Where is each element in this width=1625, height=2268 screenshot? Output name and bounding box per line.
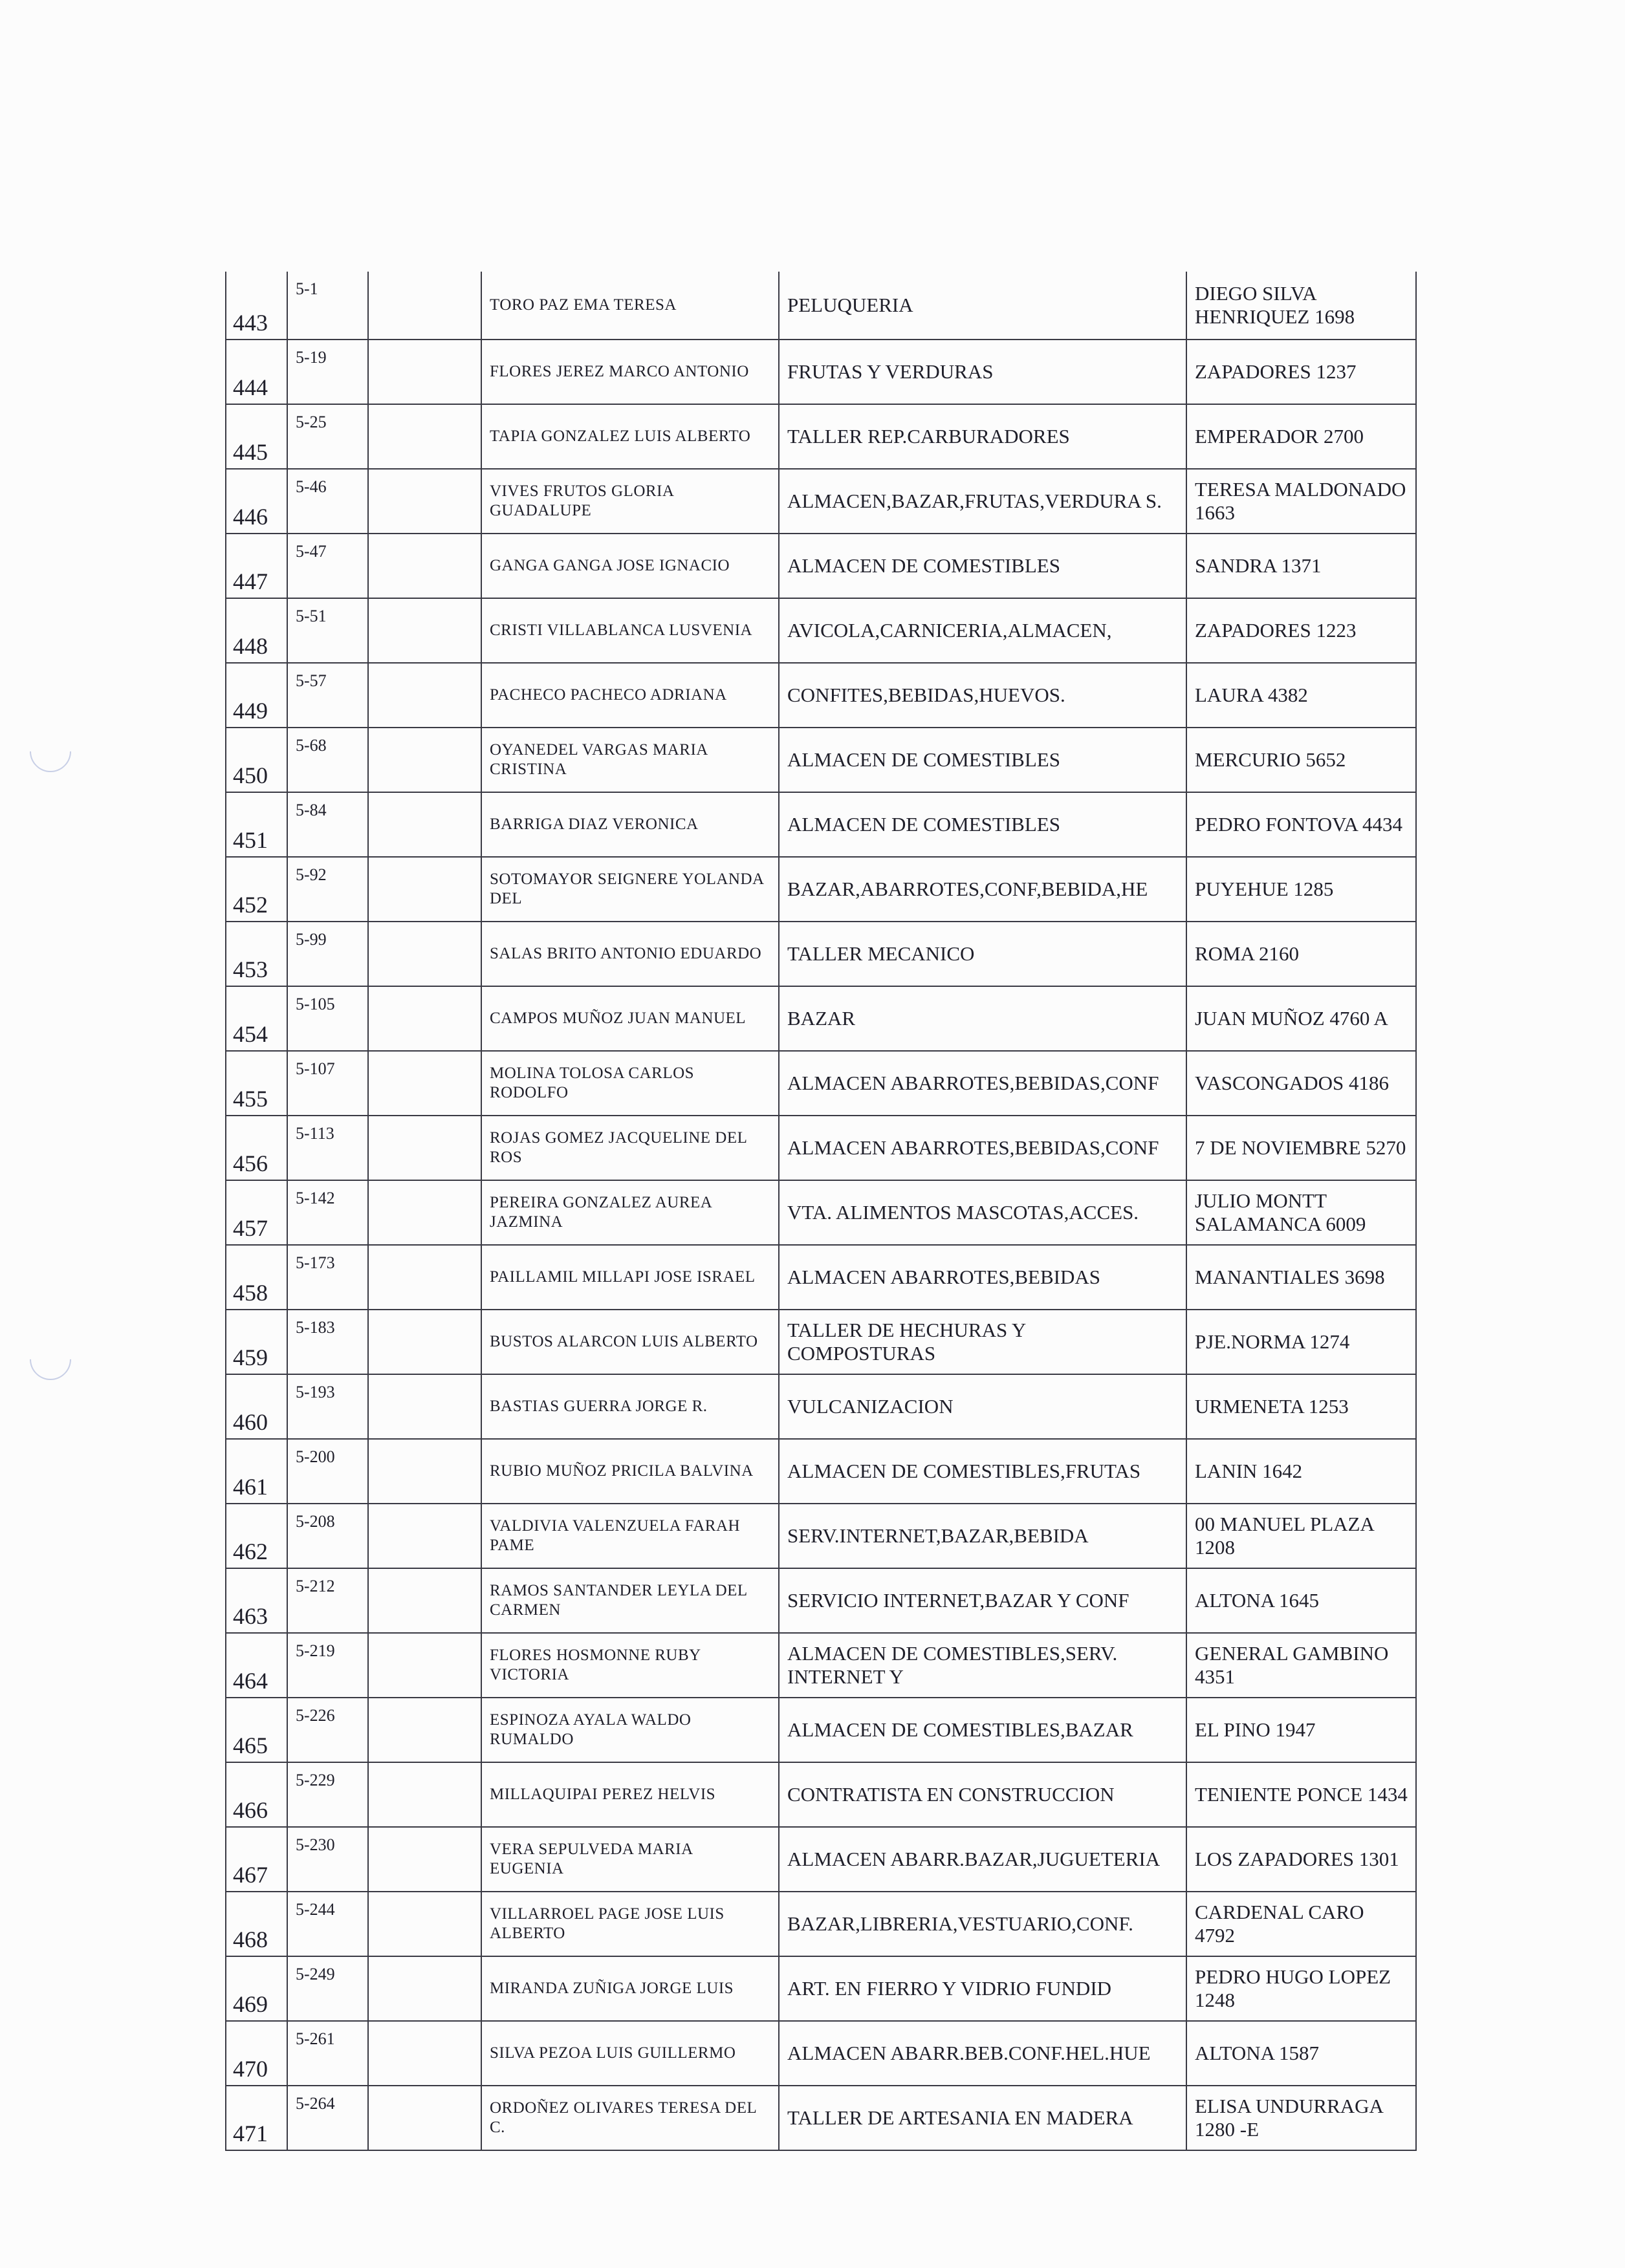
row-blank-cell (368, 1051, 481, 1116)
row-code: 5-107 (287, 1051, 368, 1116)
table-row (226, 986, 1416, 1051)
row-code: 5-226 (287, 1698, 368, 1762)
row-code: 5-1 (287, 272, 368, 340)
row-code: 5-249 (287, 1956, 368, 2021)
row-name: PAILLAMIL MILLAPI JOSE ISRAEL (481, 1245, 779, 1310)
table-row (226, 792, 1416, 857)
row-code: 5-229 (287, 1762, 368, 1827)
row-number: 455 (226, 1051, 287, 1116)
row-name: MILLAQUIPAI PEREZ HELVIS (481, 1762, 779, 1827)
row-name: TORO PAZ EMA TERESA (481, 272, 779, 340)
row-activity: VTA. ALIMENTOS MASCOTAS,ACCES. (779, 1180, 1186, 1245)
row-number: 463 (226, 1568, 287, 1633)
punch-hole-mark (21, 1330, 80, 1389)
row-name: PEREIRA GONZALEZ AUREA JAZMINA (481, 1180, 779, 1245)
row-name: FLORES HOSMONNE RUBY VICTORIA (481, 1633, 779, 1698)
row-blank-cell (368, 469, 481, 534)
row-code: 5-208 (287, 1504, 368, 1568)
table-row (226, 1762, 1416, 1827)
row-code: 5-219 (287, 1633, 368, 1698)
row-address: VASCONGADOS 4186 (1186, 1051, 1416, 1116)
row-activity: BAZAR,LIBRERIA,VESTUARIO,CONF. (779, 1892, 1186, 1956)
table-row (226, 1892, 1416, 1956)
row-number: 451 (226, 792, 287, 857)
row-code: 5-261 (287, 2021, 368, 2086)
row-number: 452 (226, 857, 287, 922)
row-activity: CONFITES,BEBIDAS,HUEVOS. (779, 663, 1186, 728)
row-address: PJE.NORMA 1274 (1186, 1310, 1416, 1374)
row-activity: TALLER MECANICO (779, 922, 1186, 986)
row-code: 5-47 (287, 534, 368, 598)
row-number: 459 (226, 1310, 287, 1374)
row-activity: TALLER REP.CARBURADORES (779, 404, 1186, 469)
row-name: VERA SEPULVEDA MARIA EUGENIA (481, 1827, 779, 1892)
table-row (226, 1956, 1416, 2021)
row-number: 465 (226, 1698, 287, 1762)
row-activity: ALMACEN DE COMESTIBLES (779, 728, 1186, 792)
row-activity: ALMACEN ABARR.BAZAR,JUGUETERIA (779, 1827, 1186, 1892)
row-address: JULIO MONTT SALAMANCA 6009 (1186, 1180, 1416, 1245)
row-activity: CONTRATISTA EN CONSTRUCCION (779, 1762, 1186, 1827)
row-code: 5-212 (287, 1568, 368, 1633)
table-row (226, 663, 1416, 728)
row-code: 5-244 (287, 1892, 368, 1956)
row-address: GENERAL GAMBINO 4351 (1186, 1633, 1416, 1698)
row-address: MERCURIO 5652 (1186, 728, 1416, 792)
row-code: 5-57 (287, 663, 368, 728)
table-row (226, 2021, 1416, 2086)
row-code: 5-99 (287, 922, 368, 986)
table-row (226, 534, 1416, 598)
row-number: 460 (226, 1374, 287, 1439)
punch-hole-mark (21, 722, 80, 781)
row-name: BARRIGA DIAZ VERONICA (481, 792, 779, 857)
row-activity: ALMACEN,BAZAR,FRUTAS,VERDURA S. (779, 469, 1186, 534)
row-activity: TALLER DE HECHURAS Y COMPOSTURAS (779, 1310, 1186, 1374)
row-number: 457 (226, 1180, 287, 1245)
table-row (226, 340, 1416, 404)
table-row (226, 404, 1416, 469)
row-name: VILLARROEL PAGE JOSE LUIS ALBERTO (481, 1892, 779, 1956)
row-address: TERESA MALDONADO 1663 (1186, 469, 1416, 534)
row-number: 467 (226, 1827, 287, 1892)
row-address: CARDENAL CARO 4792 (1186, 1892, 1416, 1956)
row-name: SALAS BRITO ANTONIO EDUARDO (481, 922, 779, 986)
row-name: VALDIVIA VALENZUELA FARAH PAME (481, 1504, 779, 1568)
row-blank-cell (368, 922, 481, 986)
row-blank-cell (368, 792, 481, 857)
table-row (226, 1633, 1416, 1698)
table-row (226, 272, 1416, 340)
row-name: OYANEDEL VARGAS MARIA CRISTINA (481, 728, 779, 792)
row-activity: BAZAR,ABARROTES,CONF,BEBIDA,HE (779, 857, 1186, 922)
row-address: LAURA 4382 (1186, 663, 1416, 728)
row-address: ZAPADORES 1223 (1186, 598, 1416, 663)
row-name: PACHECO PACHECO ADRIANA (481, 663, 779, 728)
row-name: CAMPOS MUÑOZ JUAN MANUEL (481, 986, 779, 1051)
row-address: ELISA UNDURRAGA 1280 -E (1186, 2086, 1416, 2150)
row-address: JUAN MUÑOZ 4760 A (1186, 986, 1416, 1051)
row-blank-cell (368, 1439, 481, 1504)
row-address: PUYEHUE 1285 (1186, 857, 1416, 922)
row-activity: ALMACEN ABARROTES,BEBIDAS (779, 1245, 1186, 1310)
table-row (226, 1245, 1416, 1310)
row-activity: AVICOLA,CARNICERIA,ALMACEN, (779, 598, 1186, 663)
row-blank-cell (368, 1762, 481, 1827)
row-activity: FRUTAS Y VERDURAS (779, 340, 1186, 404)
row-name: SILVA PEZOA LUIS GUILLERMO (481, 2021, 779, 2086)
row-name: ROJAS GOMEZ JACQUELINE DEL ROS (481, 1116, 779, 1180)
row-activity: ALMACEN DE COMESTIBLES,FRUTAS (779, 1439, 1186, 1504)
row-address: TENIENTE PONCE 1434 (1186, 1762, 1416, 1827)
row-activity: ALMACEN ABARROTES,BEBIDAS,CONF (779, 1051, 1186, 1116)
row-address: SANDRA 1371 (1186, 534, 1416, 598)
table-row (226, 1051, 1416, 1116)
row-activity: PELUQUERIA (779, 272, 1186, 340)
row-code: 5-68 (287, 728, 368, 792)
row-blank-cell (368, 1568, 481, 1633)
table-row (226, 469, 1416, 534)
row-number: 450 (226, 728, 287, 792)
row-code: 5-84 (287, 792, 368, 857)
row-number: 448 (226, 598, 287, 663)
row-number: 458 (226, 1245, 287, 1310)
row-number: 471 (226, 2086, 287, 2150)
row-activity: VULCANIZACION (779, 1374, 1186, 1439)
row-address: ALTONA 1587 (1186, 2021, 1416, 2086)
table-row (226, 1116, 1416, 1180)
row-number: 469 (226, 1956, 287, 2021)
table-row (226, 728, 1416, 792)
row-code: 5-25 (287, 404, 368, 469)
row-number: 468 (226, 1892, 287, 1956)
row-address: 00 MANUEL PLAZA 1208 (1186, 1504, 1416, 1568)
table-row (226, 1374, 1416, 1439)
row-address: MANANTIALES 3698 (1186, 1245, 1416, 1310)
row-number: 456 (226, 1116, 287, 1180)
row-address: ZAPADORES 1237 (1186, 340, 1416, 404)
table-row (226, 1698, 1416, 1762)
table-row (226, 1568, 1416, 1633)
row-address: 7 DE NOVIEMBRE 5270 (1186, 1116, 1416, 1180)
row-address: LANIN 1642 (1186, 1439, 1416, 1504)
row-blank-cell (368, 1116, 481, 1180)
row-name: BASTIAS GUERRA JORGE R. (481, 1374, 779, 1439)
row-code: 5-200 (287, 1439, 368, 1504)
row-activity: ALMACEN DE COMESTIBLES,BAZAR (779, 1698, 1186, 1762)
table-row (226, 922, 1416, 986)
row-name: BUSTOS ALARCON LUIS ALBERTO (481, 1310, 779, 1374)
row-activity: ALMACEN ABARR.BEB.CONF.HEL.HUE (779, 2021, 1186, 2086)
row-blank-cell (368, 857, 481, 922)
row-code: 5-51 (287, 598, 368, 663)
row-number: 466 (226, 1762, 287, 1827)
row-blank-cell (368, 272, 481, 340)
row-activity: SERVICIO INTERNET,BAZAR Y CONF (779, 1568, 1186, 1633)
row-number: 447 (226, 534, 287, 598)
row-code: 5-173 (287, 1245, 368, 1310)
table-row (226, 1439, 1416, 1504)
row-name: SOTOMAYOR SEIGNERE YOLANDA DEL (481, 857, 779, 922)
row-number: 462 (226, 1504, 287, 1568)
row-code: 5-92 (287, 857, 368, 922)
row-number: 461 (226, 1439, 287, 1504)
row-number: 446 (226, 469, 287, 534)
row-address: EMPERADOR 2700 (1186, 404, 1416, 469)
row-blank-cell (368, 2021, 481, 2086)
table-row (226, 1310, 1416, 1374)
row-blank-cell (368, 1827, 481, 1892)
row-blank-cell (368, 598, 481, 663)
table-row (226, 1180, 1416, 1245)
row-name: FLORES JEREZ MARCO ANTONIO (481, 340, 779, 404)
row-name: TAPIA GONZALEZ LUIS ALBERTO (481, 404, 779, 469)
row-activity: SERV.INTERNET,BAZAR,BEBIDA (779, 1504, 1186, 1568)
row-name: CRISTI VILLABLANCA LUSVENIA (481, 598, 779, 663)
row-activity: ALMACEN DE COMESTIBLES,SERV. INTERNET Y (779, 1633, 1186, 1698)
row-blank-cell (368, 1956, 481, 2021)
row-blank-cell (368, 1698, 481, 1762)
row-name: MIRANDA ZUÑIGA JORGE LUIS (481, 1956, 779, 2021)
row-blank-cell (368, 1245, 481, 1310)
table-row (226, 857, 1416, 922)
row-blank-cell (368, 404, 481, 469)
row-blank-cell (368, 1374, 481, 1439)
row-name: ORDOÑEZ OLIVARES TERESA DEL C. (481, 2086, 779, 2150)
row-code: 5-142 (287, 1180, 368, 1245)
row-code: 5-193 (287, 1374, 368, 1439)
row-blank-cell (368, 1310, 481, 1374)
row-name: VIVES FRUTOS GLORIA GUADALUPE (481, 469, 779, 534)
row-activity: TALLER DE ARTESANIA EN MADERA (779, 2086, 1186, 2150)
row-blank-cell (368, 986, 481, 1051)
row-code: 5-264 (287, 2086, 368, 2150)
register-rows (226, 272, 1416, 2150)
row-number: 470 (226, 2021, 287, 2086)
table-row (226, 2086, 1416, 2150)
row-code: 5-183 (287, 1310, 368, 1374)
row-number: 443 (226, 272, 287, 340)
row-code: 5-19 (287, 340, 368, 404)
row-address: ROMA 2160 (1186, 922, 1416, 986)
row-name: GANGA GANGA JOSE IGNACIO (481, 534, 779, 598)
row-address: PEDRO HUGO LOPEZ 1248 (1186, 1956, 1416, 2021)
row-code: 5-230 (287, 1827, 368, 1892)
row-activity: BAZAR (779, 986, 1186, 1051)
row-number: 464 (226, 1633, 287, 1698)
row-number: 453 (226, 922, 287, 986)
table-row (226, 1827, 1416, 1892)
patent-register-table (225, 272, 1417, 2151)
row-code: 5-46 (287, 469, 368, 534)
row-address: URMENETA 1253 (1186, 1374, 1416, 1439)
row-blank-cell (368, 340, 481, 404)
row-name: RAMOS SANTANDER LEYLA DEL CARMEN (481, 1568, 779, 1633)
row-address: PEDRO FONTOVA 4434 (1186, 792, 1416, 857)
table-row (226, 1504, 1416, 1568)
row-activity: ALMACEN ABARROTES,BEBIDAS,CONF (779, 1116, 1186, 1180)
table-row (226, 598, 1416, 663)
row-blank-cell (368, 534, 481, 598)
row-activity: ALMACEN DE COMESTIBLES (779, 792, 1186, 857)
row-blank-cell (368, 1892, 481, 1956)
row-number: 449 (226, 663, 287, 728)
row-address: LOS ZAPADORES 1301 (1186, 1827, 1416, 1892)
row-number: 444 (226, 340, 287, 404)
row-name: ESPINOZA AYALA WALDO RUMALDO (481, 1698, 779, 1762)
row-blank-cell (368, 663, 481, 728)
row-name: RUBIO MUÑOZ PRICILA BALVINA (481, 1439, 779, 1504)
row-number: 445 (226, 404, 287, 469)
row-code: 5-105 (287, 986, 368, 1051)
row-blank-cell (368, 1180, 481, 1245)
row-activity: ART. EN FIERRO Y VIDRIO FUNDID (779, 1956, 1186, 2021)
row-address: DIEGO SILVA HENRIQUEZ 1698 (1186, 272, 1416, 340)
row-number: 454 (226, 986, 287, 1051)
row-activity: ALMACEN DE COMESTIBLES (779, 534, 1186, 598)
row-name: MOLINA TOLOSA CARLOS RODOLFO (481, 1051, 779, 1116)
row-address: EL PINO 1947 (1186, 1698, 1416, 1762)
row-address: ALTONA 1645 (1186, 1568, 1416, 1633)
row-blank-cell (368, 1633, 481, 1698)
row-blank-cell (368, 728, 481, 792)
row-blank-cell (368, 2086, 481, 2150)
row-blank-cell (368, 1504, 481, 1568)
row-code: 5-113 (287, 1116, 368, 1180)
